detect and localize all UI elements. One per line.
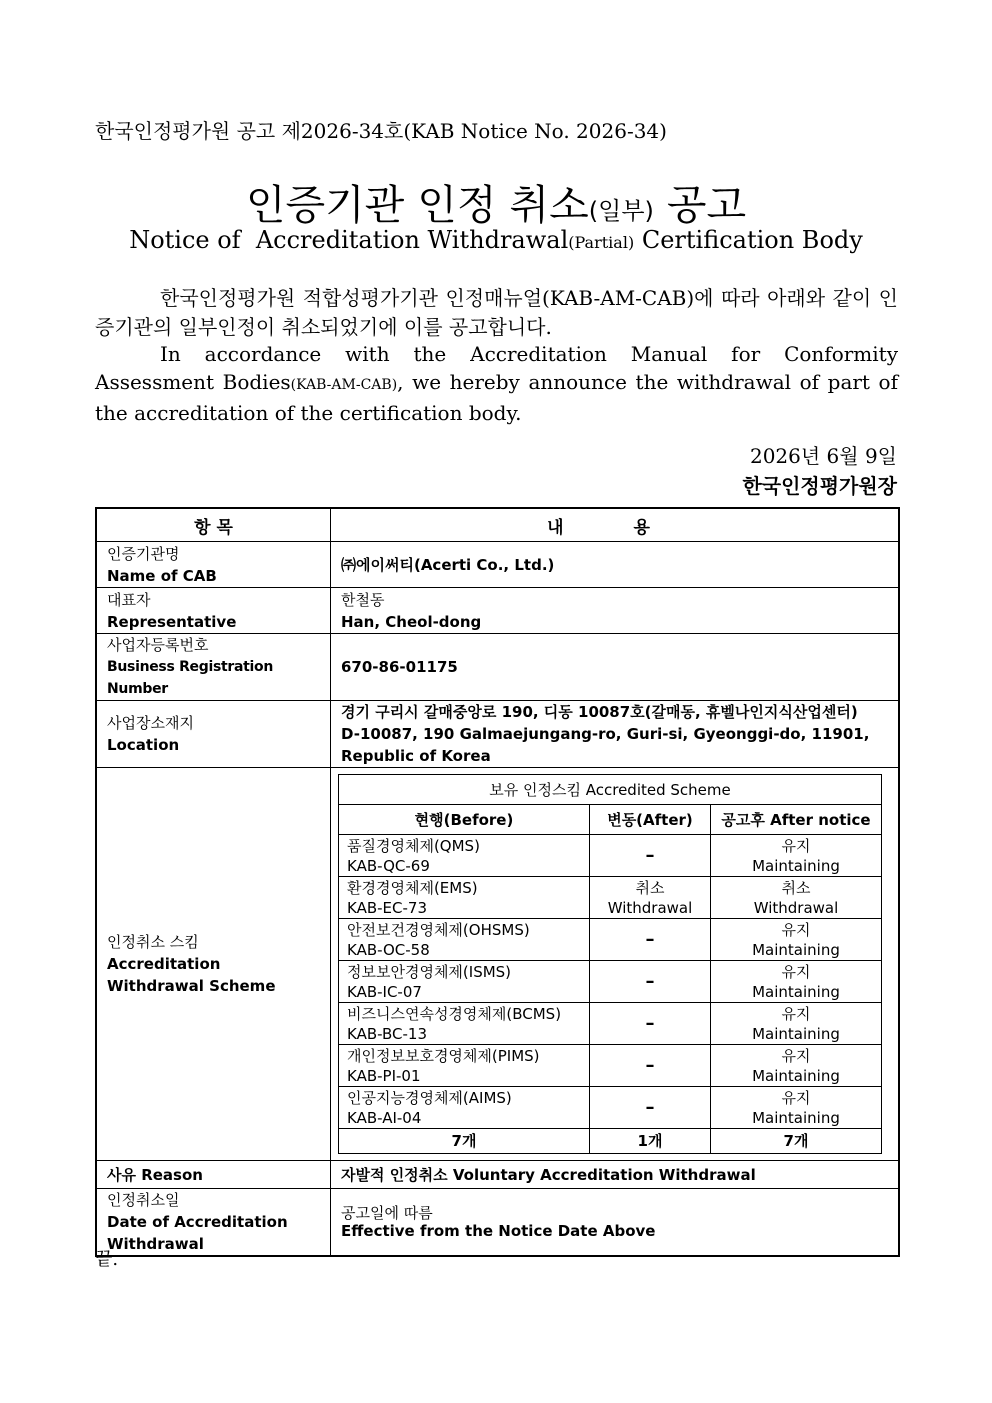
scheme-code: KAB-BC-13 [347, 1024, 428, 1043]
label-cell [96, 588, 331, 634]
scheme-row [339, 961, 882, 1003]
title-ko-end: 공고 [666, 181, 747, 229]
label-en: Business Registration Number [107, 659, 274, 697]
scheme-name-cell [339, 1003, 590, 1045]
table-row [96, 588, 899, 634]
table-header-row [96, 508, 899, 542]
reason-value: 자발적 인정취소 Voluntary Accreditation Withdrawal [331, 1161, 900, 1189]
scheme-name-cell [339, 919, 590, 961]
label-cell [96, 768, 331, 1161]
representative-ko: 한철동 [341, 590, 385, 609]
col-before: 현행(Before) [339, 805, 590, 835]
label-ko: 사업자등록번호 [107, 636, 209, 654]
business-registration-number: 670-86-01175 [331, 634, 900, 701]
scheme-row [339, 1003, 882, 1045]
header-content [331, 508, 900, 542]
total-change: 1개 [590, 1129, 711, 1154]
scheme-change: – [590, 919, 711, 961]
scheme-status [711, 877, 882, 919]
scheme-total-row [339, 1129, 882, 1154]
location-en: D-10087, 190 Galmaejungang-ro, Guri-si, Gyeonggi-do, 11901, Republic of Korea [341, 725, 870, 765]
label-en: Name of CAB [107, 566, 217, 585]
status-en: Maintaining [752, 856, 840, 875]
table-row [96, 701, 899, 768]
scheme-change: – [590, 1045, 711, 1087]
notice-number: 한국인정평가원 공고 제2026-34호(KAB Notice No. 2026-34) [95, 119, 667, 143]
scheme-code: KAB-PI-01 [347, 1066, 421, 1085]
title-korean [0, 172, 992, 231]
status-ko: 취소 [781, 878, 811, 897]
scheme-status [711, 1003, 882, 1045]
body-paragraph-english [95, 340, 898, 427]
main-table [95, 507, 900, 1257]
location-cell [331, 701, 900, 768]
date-value-en: Effective from the Notice Date Above [341, 1222, 656, 1240]
scheme-code: KAB-QC-69 [347, 856, 430, 875]
scheme-name: 품질경영체제(QMS) [347, 836, 480, 855]
status-ko: 유지 [781, 1004, 811, 1023]
scheme-code: KAB-OC-58 [347, 940, 430, 959]
body-en-start: In accordance with the Accreditation Manual for Conformity Assessment Bodies [95, 342, 898, 394]
table-row [96, 542, 899, 588]
scheme-name: 환경경영체제(EMS) [347, 878, 478, 897]
date-value-ko: 공고일에 따름 [341, 1204, 433, 1222]
header-item: 항 목 [96, 508, 331, 542]
scheme-status [711, 835, 882, 877]
title-ko-partial: (일부) [588, 197, 654, 225]
scheme-cell [331, 768, 900, 1161]
col-after: 공고후 After notice [711, 805, 882, 835]
label-ko: 사업장소재지 [107, 714, 194, 732]
representative-cell [331, 588, 900, 634]
status-en: Maintaining [752, 1024, 840, 1043]
label-cell [96, 542, 331, 588]
label-cell [96, 1189, 331, 1257]
scheme-name-cell [339, 961, 590, 1003]
scheme-code: KAB-AI-04 [347, 1108, 422, 1127]
label-ko: 대표자 [107, 590, 151, 609]
scheme-table [338, 774, 882, 1154]
label-ko: 인증기관명 [107, 544, 180, 563]
scheme-change: – [590, 835, 711, 877]
scheme-name: 정보보안경영체제(ISMS) [347, 962, 512, 981]
label-en-2: Withdrawal [107, 1235, 204, 1253]
scheme-name: 비즈니스연속성경영체제(BCMS) [347, 1004, 562, 1023]
reason-label: 사유 Reason [96, 1161, 331, 1189]
label-en-2: Withdrawal Scheme [107, 977, 276, 995]
label-cell [96, 634, 331, 701]
title-en-start: Notice of Accreditation Withdrawal [129, 226, 569, 254]
scheme-change: – [590, 961, 711, 1003]
end-mark: 끝. [95, 1249, 119, 1270]
cab-name: ㈜에이써티(Acerti Co., Ltd.) [331, 542, 900, 588]
table-row [96, 634, 899, 701]
col-change: 변동(After) [590, 805, 711, 835]
scheme-name: 안전보건경영체제(OHSMS) [347, 920, 530, 939]
scheme-change: – [590, 1003, 711, 1045]
body-en-code: (KAB-AM-CAB) [290, 377, 398, 393]
body-en-end: , we hereby announce the withdrawal of part of the accreditation of the certification body. [95, 370, 898, 425]
total-after: 7개 [711, 1129, 882, 1154]
title-en-partial: (Partial) [568, 233, 635, 252]
scheme-name-cell [339, 1087, 590, 1129]
title-ko-main: 인증기관 인정 취소 [245, 181, 589, 229]
scheme-status [711, 1045, 882, 1087]
label-en: Representative [107, 612, 237, 631]
table-row-scheme [96, 768, 899, 1161]
status-en: Maintaining [752, 940, 840, 959]
label-en-1: Date of Accreditation [107, 1213, 288, 1231]
scheme-title-row [339, 775, 882, 805]
table-row [96, 1161, 899, 1189]
table-row [96, 1189, 899, 1257]
withdrawal-date-cell [331, 1189, 900, 1257]
change-ko: 취소 [635, 878, 665, 897]
status-ko: 유지 [781, 920, 811, 939]
notice-date: 2026년 6월 9일 [749, 444, 897, 468]
status-ko: 유지 [781, 1088, 811, 1107]
scheme-change: – [590, 1087, 711, 1129]
scheme-change [590, 877, 711, 919]
status-ko: 유지 [781, 962, 811, 981]
scheme-name: 개인정보보호경영체제(PIMS) [347, 1046, 540, 1065]
status-ko: 유지 [781, 1046, 811, 1065]
change-en: Withdrawal [607, 898, 693, 917]
scheme-title: 보유 인정스킴 Accredited Scheme [339, 775, 882, 805]
issuer: 한국인정평가원장 [742, 474, 897, 498]
label-en-1: Accreditation [107, 955, 221, 973]
label-cell [96, 701, 331, 768]
representative-en: Han, Cheol-dong [341, 612, 482, 631]
scheme-name: 인공지능경영체제(AIMS) [347, 1088, 512, 1107]
total-before: 7개 [339, 1129, 590, 1154]
status-ko: 유지 [781, 836, 811, 855]
scheme-status [711, 919, 882, 961]
scheme-row [339, 919, 882, 961]
label-ko: 인정취소 스킴 [107, 933, 199, 951]
scheme-row [339, 1045, 882, 1087]
scheme-code: KAB-IC-07 [347, 982, 422, 1001]
body-paragraph-korean: 한국인정평가원 적합성평가기관 인정매뉴얼(KAB-AM-CAB)에 따라 아래와 같이 인증기관의 일부인정이 취소되었기에 이를 공고합니다. [95, 286, 898, 339]
scheme-code: KAB-EC-73 [347, 898, 427, 917]
status-en: Maintaining [752, 982, 840, 1001]
label-en: Location [107, 736, 180, 754]
header-content-text: 내 용 [547, 517, 682, 538]
scheme-status [711, 1087, 882, 1129]
title-en-end: Certification Body [641, 226, 863, 254]
status-en: Maintaining [752, 1066, 840, 1085]
scheme-name-cell [339, 877, 590, 919]
scheme-header-row [339, 805, 882, 835]
scheme-status [711, 961, 882, 1003]
scheme-name-cell [339, 835, 590, 877]
scheme-row [339, 1087, 882, 1129]
scheme-name-cell [339, 1045, 590, 1087]
location-ko: 경기 구리시 갈매중앙로 190, 디동 10087호(갈매동, 휴벨나인지식산업센터) [341, 703, 858, 721]
scheme-row [339, 877, 882, 919]
label-ko: 인정취소일 [107, 1191, 180, 1209]
scheme-row [339, 835, 882, 877]
title-english [0, 226, 992, 254]
status-en: Maintaining [752, 1108, 840, 1127]
status-en: Withdrawal [753, 898, 839, 917]
